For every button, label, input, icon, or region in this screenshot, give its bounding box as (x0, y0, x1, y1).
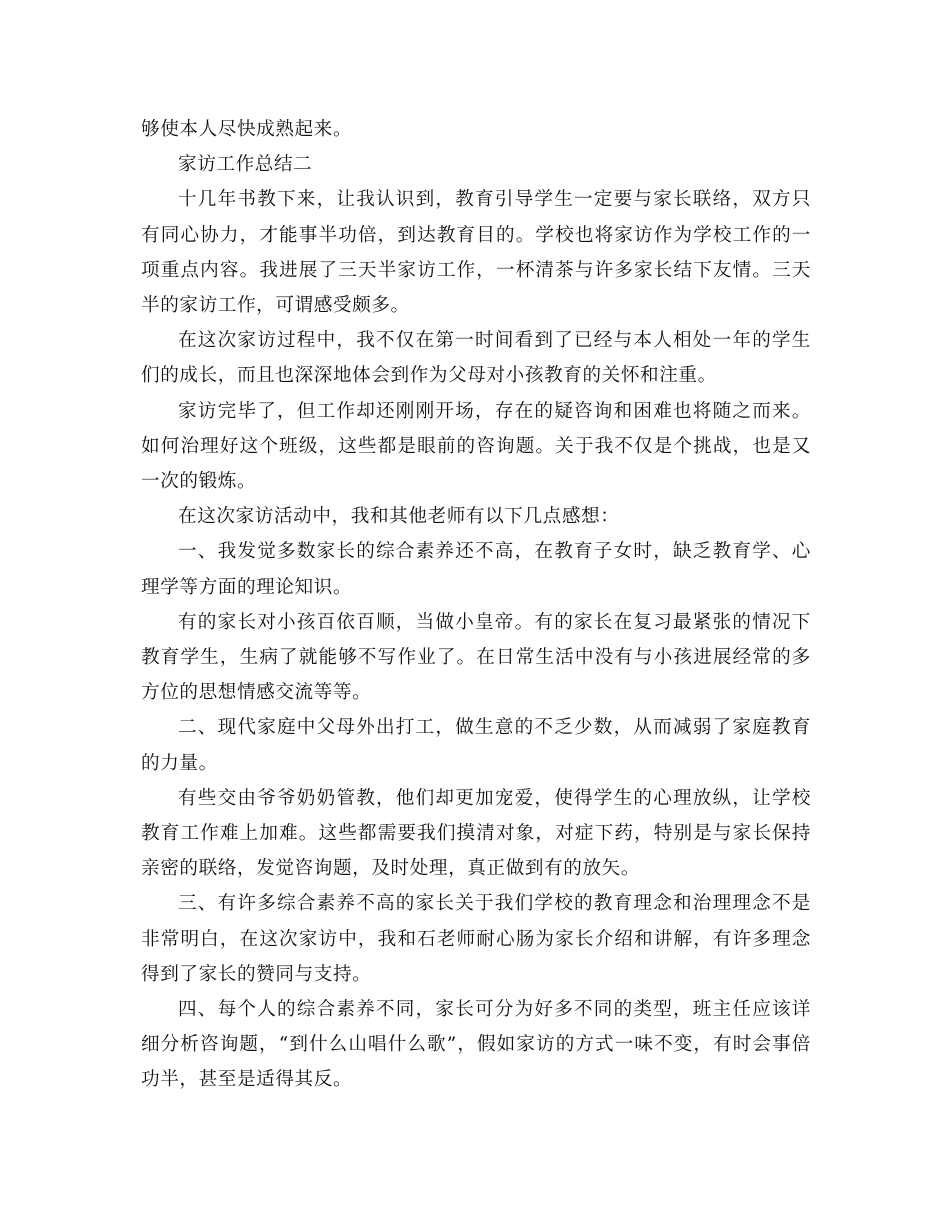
paragraph: 有的家长对小孩百依百顺，当做小皇帝。有的家长在复习最紧张的情况下教育学生，生病了就能够不写作业了。在日常生活中没有与小孩进展经常的多方位的思想情感交流等等。 (141, 611, 811, 704)
paragraph: 在这次家访活动中，我和其他老师有以下几点感想： (178, 506, 620, 528)
paragraph: 十几年书教下来，让我认识到，教育引导学生一定要与家长联络，双方只有同心协力，才能事半功倍，到达教育目的。学校也将家访作为学校工作的一项重点内容。我进展了三天半家访工作，一杯清茶与许多家长结下友情。三天半的家访工作，可谓感受颇多。 (141, 189, 811, 317)
paragraph: 够使本人尽快成熟起来。 (141, 119, 353, 140)
paragraph: 一、我发觉多数家长的综合素养还不高，在教育子女时，缺乏教育学、心理学等方面的理论知识。 (141, 541, 811, 598)
section-heading: 家访工作总结二 (178, 154, 313, 176)
paragraph: 四、每个人的综合素养不同，家长可分为好多不同的类型，班主任应该详细分析咨询题，“到什么山唱什么歌”，假如家访的方式一味不变，有时会事倍功半，甚至是适得其反。 (141, 999, 811, 1091)
paragraph: 在这次家访过程中，我不仅在第一时间看到了已经与本人相处一年的学生们的成长，而且也深深地体会到作为父母对小孩教育的关怀和注重。 (141, 330, 811, 387)
paragraph: 有些交由爷爷奶奶管教，他们却更加宠爱，使得学生的心理放纵，让学校教育工作难上加难。这些都需要我们摸清对象，对症下药，特别是与家长保持亲密的联络，发觉咨询题，及时处理，真正做到有的放矢。 (141, 787, 811, 880)
paragraph: 家访完毕了，但工作却还刚刚开场，存在的疑咨询和困难也将随之而来。如何治理好这个班级，这些都是眼前的咨询题。关于我不仅是个挑战，也是又一次的锻炼。 (141, 400, 811, 493)
paragraph: 二、现代家庭中父母外出打工，做生意的不乏少数，从而减弱了家庭教育的力量。 (141, 717, 811, 774)
paragraph: 三、有许多综合素养不高的家长关于我们学校的教育理念和治理理念不是非常明白，在这次家访中，我和石老师耐心肠为家长介绍和讲解，有许多理念得到了家长的赞同与支持。 (141, 893, 811, 985)
document-body (141, 112, 811, 1098)
